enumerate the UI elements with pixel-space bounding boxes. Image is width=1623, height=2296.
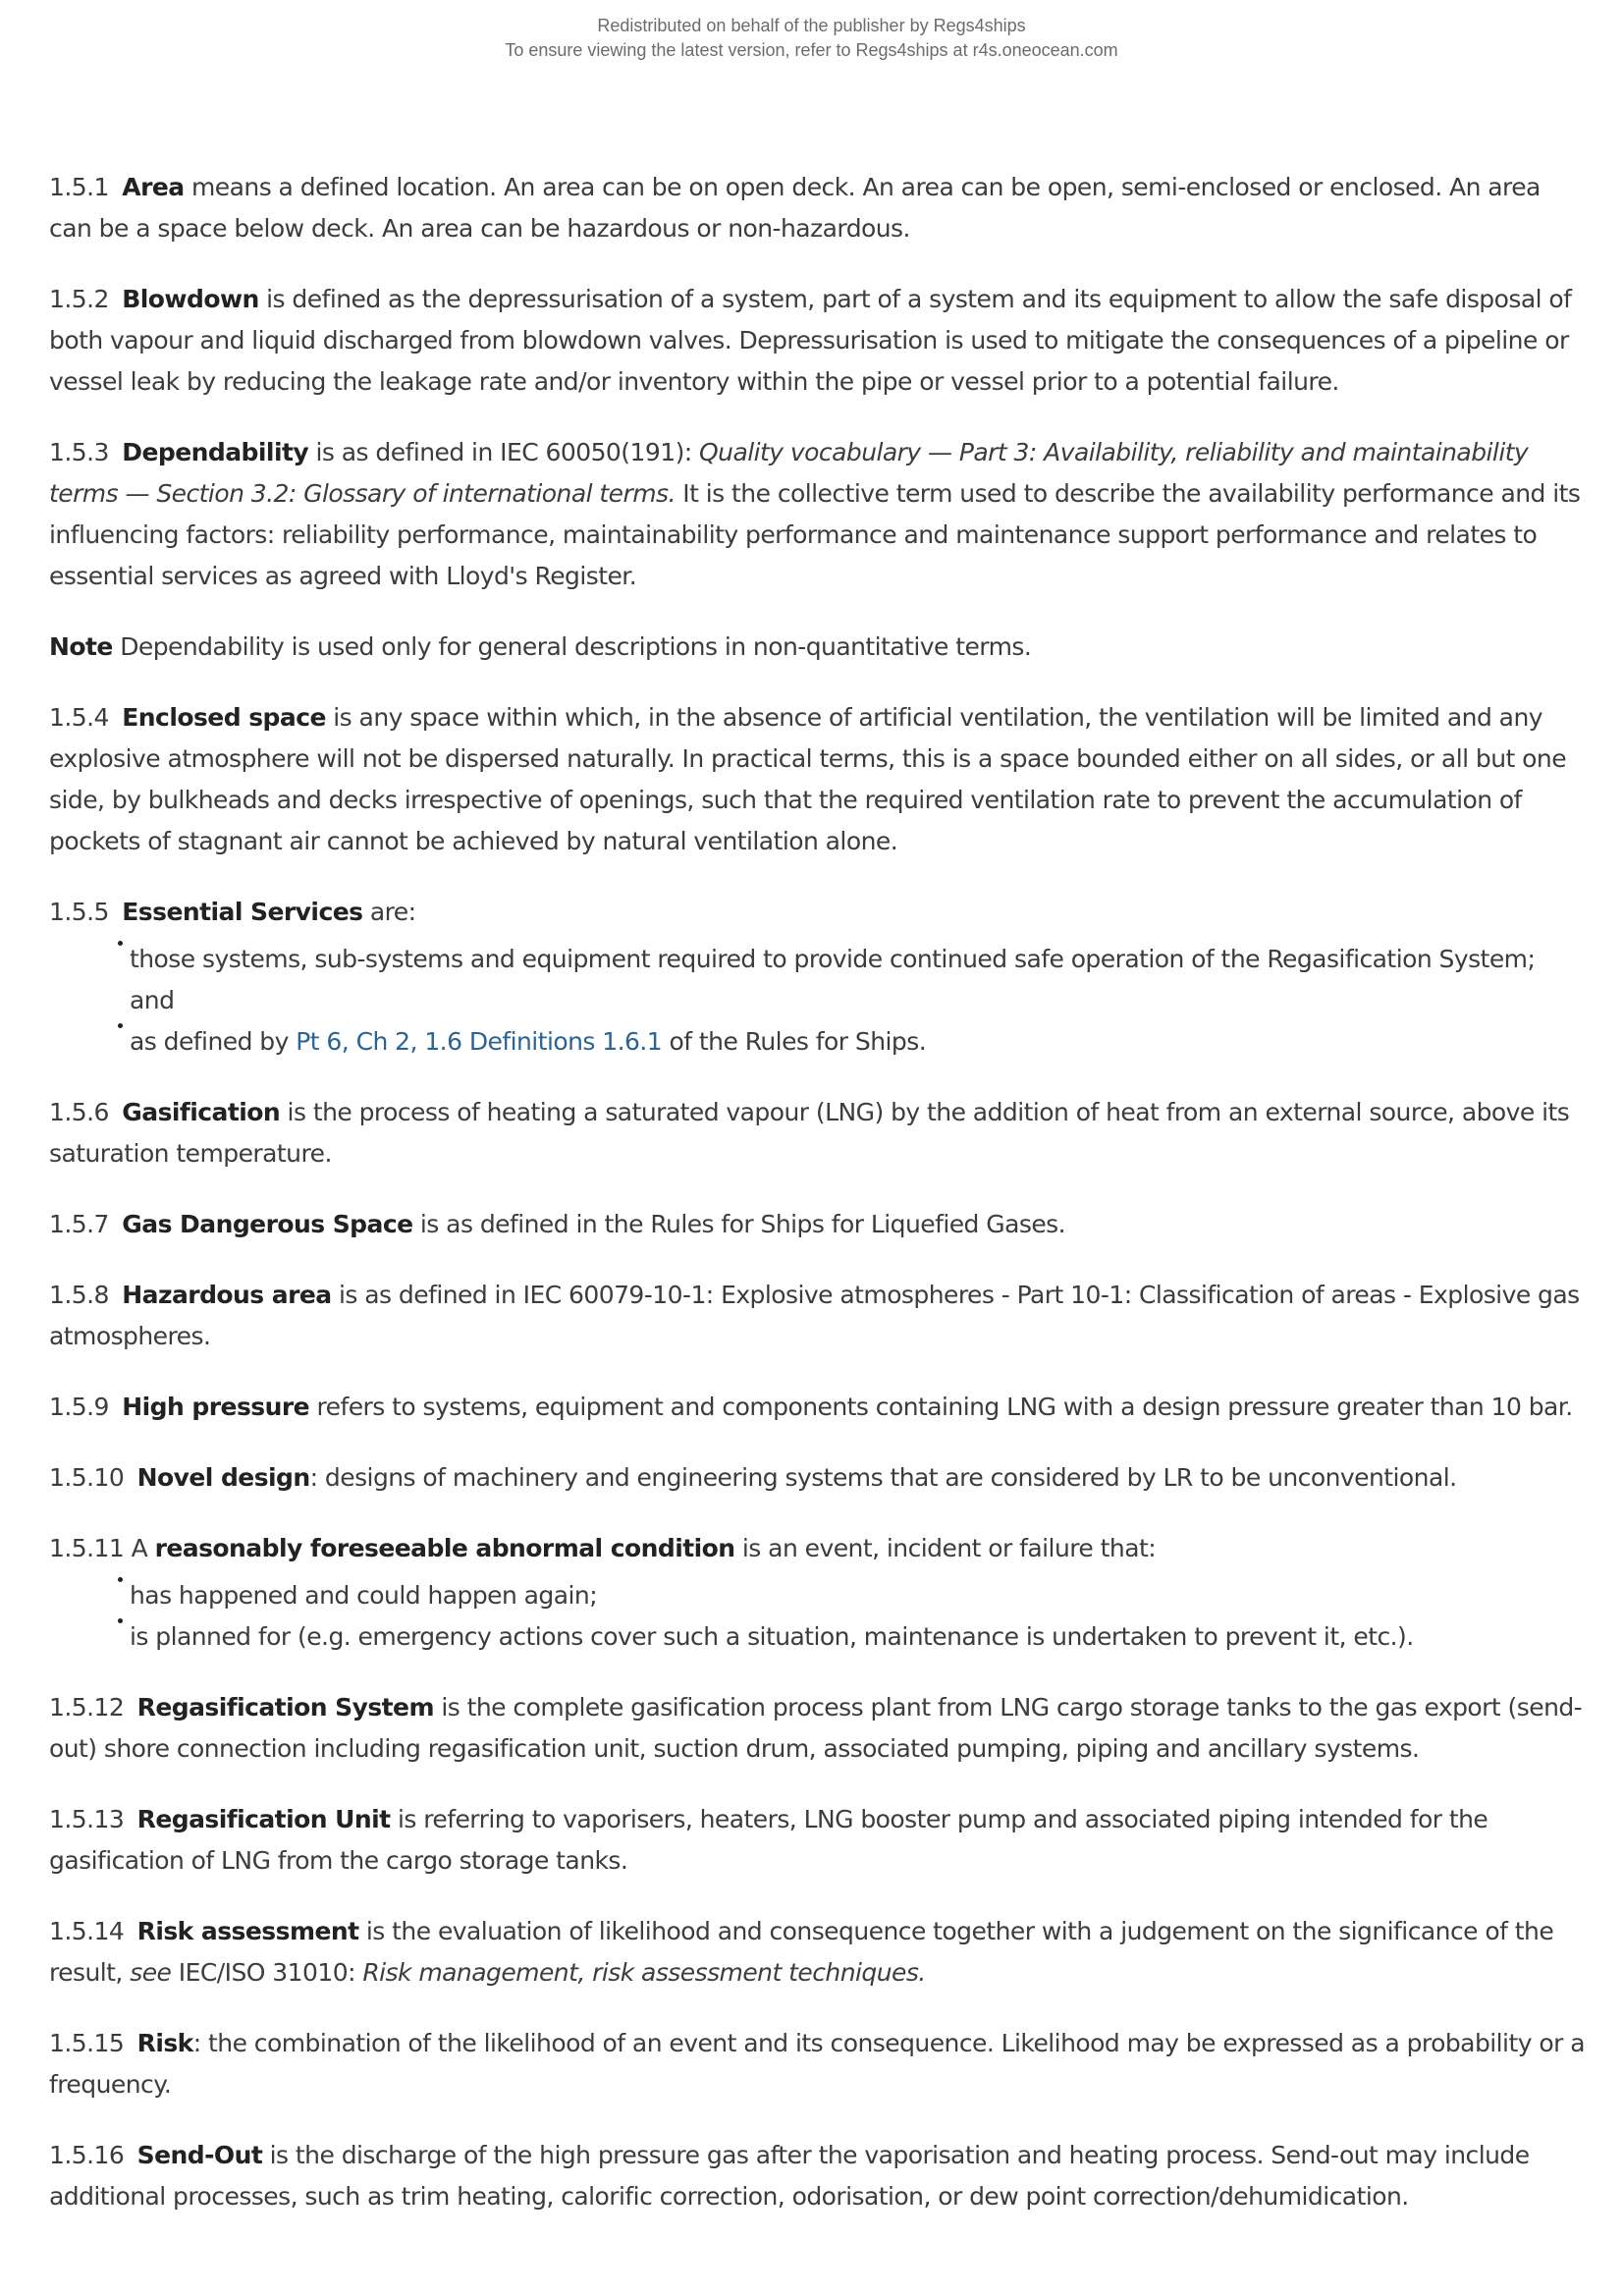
term: reasonably foreseeable abnormal condition (154, 1534, 735, 1562)
definition-1-5-16 (49, 2135, 1586, 2217)
note-label: Note (49, 632, 113, 661)
clause-number: 1.5.8 (49, 1281, 109, 1309)
term: Regasification Unit (136, 1805, 391, 1833)
term: Gas Dangerous Space (122, 1210, 413, 1238)
clause-number: 1.5.3 (49, 438, 109, 466)
term: Essential Services (122, 898, 363, 926)
clause-number: 1.5.1 (49, 173, 109, 201)
definition-text: A (131, 1534, 155, 1562)
list-item (130, 1575, 1586, 1616)
definition-1-5-9 (49, 1387, 1586, 1428)
definition-1-5-13 (49, 1799, 1586, 1882)
definition-1-5-10 (49, 1457, 1586, 1499)
definition-1-5-7 (49, 1204, 1586, 1245)
page-cutoff (0, 2225, 1623, 2296)
clause-number: 1.5.2 (49, 285, 109, 313)
list-item-text: is planned for (e.g. emergency actions cover such a situation, maintenance is undertaken to prevent it, etc.). (130, 1622, 1414, 1651)
term: Risk (136, 2029, 193, 2057)
clause-number: 1.5.10 (49, 1463, 125, 1492)
term: Novel design (136, 1463, 310, 1492)
clause-number: 1.5.14 (49, 1917, 125, 1945)
definition-text: It is the collective term used to describe the availability performance and its influencing factors: reliability performance, maintainability performance and maintenance support performance and relates to essential services as agreed with Lloyd's Register. (49, 479, 1581, 590)
note (49, 627, 1586, 668)
definition-text: is defined as the depressurisation of a system, part of a system and its equipment to allow the safe disposal of both vapour and liquid discharged from blowdown valves. Depressurisation is used to mitigate the consequences of a pipeline or vessel leak by reducing the leakage rate and/or inventory within the pipe or vessel prior to a potential failure. (49, 285, 1572, 396)
list-item-text: those systems, sub-systems and equipment required to provide continued safe operation of the Regasification System; and (130, 945, 1536, 1014)
definition-text: is the process of heating a saturated vapour (LNG) by the addition of heat from an external source, above its saturation temperature. (49, 1098, 1570, 1168)
clause-number: 1.5.5 (49, 898, 109, 926)
definition-1-5-11 (49, 1528, 1586, 1569)
rules-reference-link[interactable]: Pt 6, Ch 2, 1.6 Definitions 1.6.1 (296, 1027, 663, 1056)
definition-1-5-2 (49, 279, 1586, 403)
definition-1-5-15 (49, 2023, 1586, 2105)
redistribution-header (0, 14, 1623, 63)
definition-text: is referring to vaporisers, heaters, LNG booster pump and associated piping intended for the gasification of LNG from the cargo storage tanks. (49, 1805, 1488, 1875)
term: Gasification (122, 1098, 281, 1126)
clause-number: 1.5.16 (49, 2141, 125, 2169)
see-reference: see (130, 1958, 172, 1987)
list-item-text: of the Rules for Ships. (662, 1027, 927, 1056)
definition-text: : designs of machinery and engineering systems that are considered by LR to be unconventional. (309, 1463, 1457, 1492)
definition-text: IEC/ISO 31010: (171, 1958, 363, 1987)
header-line-2: To ensure viewing the latest version, refer to Regs4ships at r4s.oneocean.com (505, 40, 1118, 60)
clause-number: 1.5.7 (49, 1210, 109, 1238)
term: Dependability (122, 438, 309, 466)
definition-1-5-8 (49, 1275, 1586, 1357)
clause-number: 1.5.12 (49, 1693, 125, 1722)
definition-1-5-5 (49, 892, 1586, 933)
essential-services-list (49, 939, 1586, 1063)
definition-text: is the discharge of the high pressure gas after the vaporisation and heating process. Send-out may include additional processes, such as trim heating, calorific correction, odorisation, or dew point correction/dehumidication. (49, 2141, 1530, 2211)
note-text: Dependability is used only for general descriptions in non-quantitative terms. (112, 632, 1032, 661)
definition-1-5-1 (49, 167, 1586, 249)
definition-text: : the combination of the likelihood of an event and its consequence. Likelihood may be expressed as a probability or a frequency. (49, 2029, 1585, 2099)
definition-1-5-4 (49, 697, 1586, 862)
clause-number: 1.5.11 (49, 1534, 125, 1562)
list-item (130, 939, 1586, 1021)
list-item (130, 1021, 1586, 1063)
term: Risk assessment (136, 1917, 359, 1945)
definition-text: refers to systems, equipment and components containing LNG with a design pressure greater than 10 bar. (309, 1393, 1573, 1421)
term: Blowdown (122, 285, 259, 313)
standard-title: Risk management, risk assessment techniques. (362, 1958, 926, 1987)
clause-number: 1.5.4 (49, 703, 109, 732)
definition-text: is as defined in IEC 60079-10-1: Explosive atmospheres - Part 10-1: Classification of areas - Explosive gas atmospheres. (49, 1281, 1580, 1350)
definition-text: is as defined in the Rules for Ships for Liquefied Gases. (412, 1210, 1066, 1238)
definition-text: is an event, incident or failure that: (734, 1534, 1157, 1562)
term: Send-Out (136, 2141, 263, 2169)
standard-title: Quality vocabulary — Part 3: Availability, reliability and maintainability terms — Section 3.2: Glossary of international terms. (49, 438, 1529, 508)
list-item (130, 1616, 1586, 1658)
header-line-1: Redistributed on behalf of the publisher by Regs4ships (597, 16, 1026, 35)
list-item-text: has happened and could happen again; (130, 1581, 598, 1610)
term: High pressure (122, 1393, 310, 1421)
term: Enclosed space (122, 703, 326, 732)
term: Hazardous area (122, 1281, 332, 1309)
list-item-text: as defined by (130, 1027, 297, 1056)
definition-text: is as defined in IEC 60050(191): (308, 438, 700, 466)
term: Area (122, 173, 185, 201)
definitions-content (49, 167, 1586, 2247)
definition-text: is the evaluation of likelihood and consequence together with a judgement on the significance of the result, (49, 1917, 1554, 1987)
definition-1-5-3 (49, 432, 1586, 597)
definition-1-5-6 (49, 1092, 1586, 1175)
definition-1-5-14 (49, 1911, 1586, 1994)
definition-text: is the complete gasification process plant from LNG cargo storage tanks to the gas export (send-out) shore connection including regasification unit, suction drum, associated pumping, piping and ancillary systems. (49, 1693, 1583, 1763)
definition-text: means a defined location. An area can be on open deck. An area can be open, semi-enclosed or enclosed. An area can be a space below deck. An area can be hazardous or non-hazardous. (49, 173, 1541, 243)
clause-number: 1.5.6 (49, 1098, 109, 1126)
definition-text: is any space within which, in the absence of artificial ventilation, the ventilation will be limited and any explosive atmosphere will not be dispersed naturally. In practical terms, this is a space bounded either on all sides, or all but one side, by bulkheads and decks irrespective of openings, such that the required ventilation rate to prevent the accumulation of pockets of stagnant air cannot be achieved by natural ventilation alone. (49, 703, 1567, 855)
clause-number: 1.5.9 (49, 1393, 109, 1421)
term: Regasification System (136, 1693, 434, 1722)
definition-1-5-12 (49, 1687, 1586, 1770)
definition-text: are: (362, 898, 416, 926)
clause-number: 1.5.13 (49, 1805, 125, 1833)
abnormal-condition-list (49, 1575, 1586, 1658)
clause-number: 1.5.15 (49, 2029, 125, 2057)
